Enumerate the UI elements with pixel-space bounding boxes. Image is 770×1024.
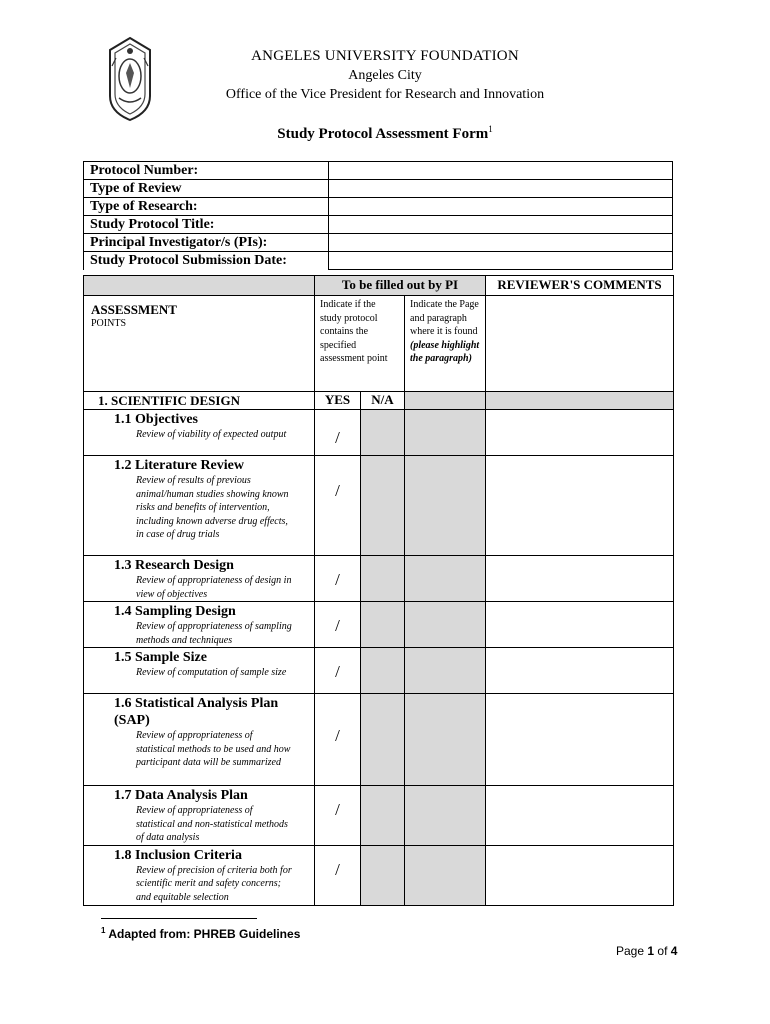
type-of-review-field[interactable]	[329, 180, 673, 198]
info-label: Protocol Number:	[84, 162, 329, 180]
page-paragraph-field[interactable]	[405, 456, 486, 556]
section-title: 1. SCIENTIFIC DESIGN	[84, 392, 315, 410]
info-row-protocol-number	[84, 162, 673, 180]
item-title: 1.8 Inclusion Criteria	[114, 847, 242, 863]
table-row	[84, 410, 674, 456]
item-cell	[84, 410, 315, 456]
na-checkbox[interactable]	[361, 410, 405, 456]
info-row-principal-investigator	[84, 234, 673, 252]
table-row	[84, 694, 674, 786]
item-cell	[84, 648, 315, 694]
page-paragraph-field[interactable]	[405, 556, 486, 602]
item-description: Review of appropriateness of design in view of objectives	[136, 575, 292, 600]
yes-checkbox[interactable]: /	[315, 602, 361, 648]
points-subheading: POINTS	[91, 318, 127, 329]
page-paragraph-field[interactable]	[405, 648, 486, 694]
type-of-research-field[interactable]	[329, 198, 673, 216]
item-title: 1.1 Objectives	[114, 412, 198, 427]
item-description: Review of appropriateness of sampling methods and techniques	[136, 621, 292, 646]
na-checkbox[interactable]	[361, 602, 405, 648]
reviewer-comment-field[interactable]	[486, 648, 674, 694]
yes-checkbox[interactable]: /	[315, 786, 361, 846]
assessment-heading: ASSESSMENT	[91, 302, 177, 317]
item-title: 1.4 Sampling Design	[114, 604, 236, 619]
reviewer-comment-field[interactable]	[486, 845, 674, 905]
na-checkbox[interactable]	[361, 786, 405, 846]
page-paragraph-field[interactable]	[405, 845, 486, 905]
yes-checkbox[interactable]: /	[315, 556, 361, 602]
reviewer-comment-field[interactable]	[486, 410, 674, 456]
reviewer-comment-field[interactable]	[486, 786, 674, 846]
na-column-header: N/A	[361, 392, 405, 410]
item-cell	[84, 845, 315, 905]
item-title: 1.5 Sample Size	[114, 650, 207, 665]
table-row	[84, 456, 674, 556]
reviewer-blank-cell	[486, 296, 674, 392]
info-label: Type of Review	[84, 180, 329, 198]
form-title: Study Protocol Assessment Form$^1$	[277, 124, 493, 142]
na-checkbox[interactable]	[361, 648, 405, 694]
table-row	[84, 648, 674, 694]
footnote	[101, 926, 300, 941]
table-header-row	[84, 276, 674, 296]
assessment-header-row	[84, 296, 674, 392]
indicate-page-cell	[405, 296, 486, 392]
item-description: Review of precision of criteria both for scientific merit and safety concerns; and equitable selection	[136, 864, 292, 903]
table-row	[84, 845, 674, 905]
item-description: Review of computation of sample size	[136, 667, 287, 678]
current-page: 1	[647, 944, 655, 958]
info-label: Principal Investigator/s (PIs):	[84, 234, 329, 252]
item-title: 1.2 Literature Review	[114, 458, 244, 473]
item-cell	[84, 456, 315, 556]
item-title: 1.7 Data Analysis Plan	[114, 788, 248, 803]
item-title: 1.3 Research Design	[114, 558, 234, 573]
page-paragraph-field[interactable]	[405, 602, 486, 648]
table-row	[84, 556, 674, 602]
item-description: Review of viability of expected output	[136, 429, 287, 440]
protocol-info-table	[83, 161, 673, 270]
total-pages: 4	[670, 944, 678, 958]
yes-checkbox[interactable]: /	[315, 456, 361, 556]
principal-investigator-field[interactable]	[329, 234, 673, 252]
reviewer-comments-header: REVIEWER'S COMMENTS	[486, 276, 674, 296]
form-title-footnote-marker: 1	[488, 124, 493, 134]
footnote-separator	[101, 918, 257, 919]
na-checkbox[interactable]	[361, 556, 405, 602]
page-shaded-cell	[405, 392, 486, 410]
protocol-title-field[interactable]	[329, 216, 673, 234]
yes-checkbox[interactable]: /	[315, 410, 361, 456]
item-cell	[84, 556, 315, 602]
protocol-number-field[interactable]	[329, 162, 673, 180]
item-cell	[84, 602, 315, 648]
to-be-filled-header: To be filled out by PI	[315, 276, 486, 296]
section-row	[84, 392, 674, 410]
info-row-type-of-research	[84, 198, 673, 216]
na-checkbox[interactable]	[361, 845, 405, 905]
item-description: Review of results of previous animal/human studies showing known risks and benefits of intervention, including known adverse drug effects, in case of drug trials	[136, 475, 289, 540]
assessment-table	[83, 275, 674, 906]
item-cell	[84, 694, 315, 786]
item-description: Review of appropriateness of statistical methods to be used and how participant data will be summarized	[136, 730, 291, 768]
yes-column-header: YES	[315, 392, 361, 410]
reviewer-comment-field[interactable]	[486, 456, 674, 556]
indicate-contains-text: Indicate if the study protocol contains the specified assessment point	[315, 296, 405, 392]
info-row-type-of-review	[84, 180, 673, 198]
info-label: Type of Research:	[84, 198, 329, 216]
info-label: Study Protocol Submission Date:	[84, 252, 329, 270]
footnote-marker: 1	[101, 926, 106, 935]
institution-name: ANGELES UNIVERSITY FOUNDATION	[251, 48, 519, 64]
reviewer-comment-field[interactable]	[486, 694, 674, 786]
info-row-submission-date	[84, 252, 673, 270]
info-label: Study Protocol Title:	[84, 216, 329, 234]
footnote-text: Adapted from: PHREB Guidelines	[108, 927, 301, 941]
table-row	[84, 602, 674, 648]
reviewer-comment-field[interactable]	[486, 602, 674, 648]
table-row	[84, 786, 674, 846]
item-title: 1.6 Statistical Analysis Plan (SAP)	[114, 696, 279, 728]
item-description: Review of appropriateness of statistical and non-statistical methods of data analysis	[136, 805, 288, 843]
submission-date-field[interactable]	[329, 252, 673, 270]
yes-checkbox[interactable]: /	[315, 845, 361, 905]
indicate-page-text: Indicate the Page and paragraph where it is found	[410, 299, 479, 337]
info-row-protocol-title	[84, 216, 673, 234]
page-indicator: Page 1 of 4	[616, 944, 678, 958]
na-checkbox[interactable]	[361, 456, 405, 556]
page-paragraph-field[interactable]	[405, 410, 486, 456]
na-checkbox[interactable]	[361, 694, 405, 786]
city-name: Angeles City	[348, 68, 422, 83]
page-paragraph-field[interactable]	[405, 786, 486, 846]
yes-checkbox[interactable]: /	[315, 694, 361, 786]
header-blank-cell	[84, 276, 315, 296]
reviewer-comment-field[interactable]	[486, 556, 674, 602]
highlight-note: (please highlight the paragraph)	[410, 339, 480, 364]
item-cell	[84, 786, 315, 846]
page-paragraph-field[interactable]	[405, 694, 486, 786]
comments-shaded-cell	[486, 392, 674, 410]
assessment-points-label	[84, 296, 315, 392]
yes-checkbox[interactable]: /	[315, 648, 361, 694]
office-name: Office of the Vice President for Research and Innovation	[225, 87, 545, 102]
